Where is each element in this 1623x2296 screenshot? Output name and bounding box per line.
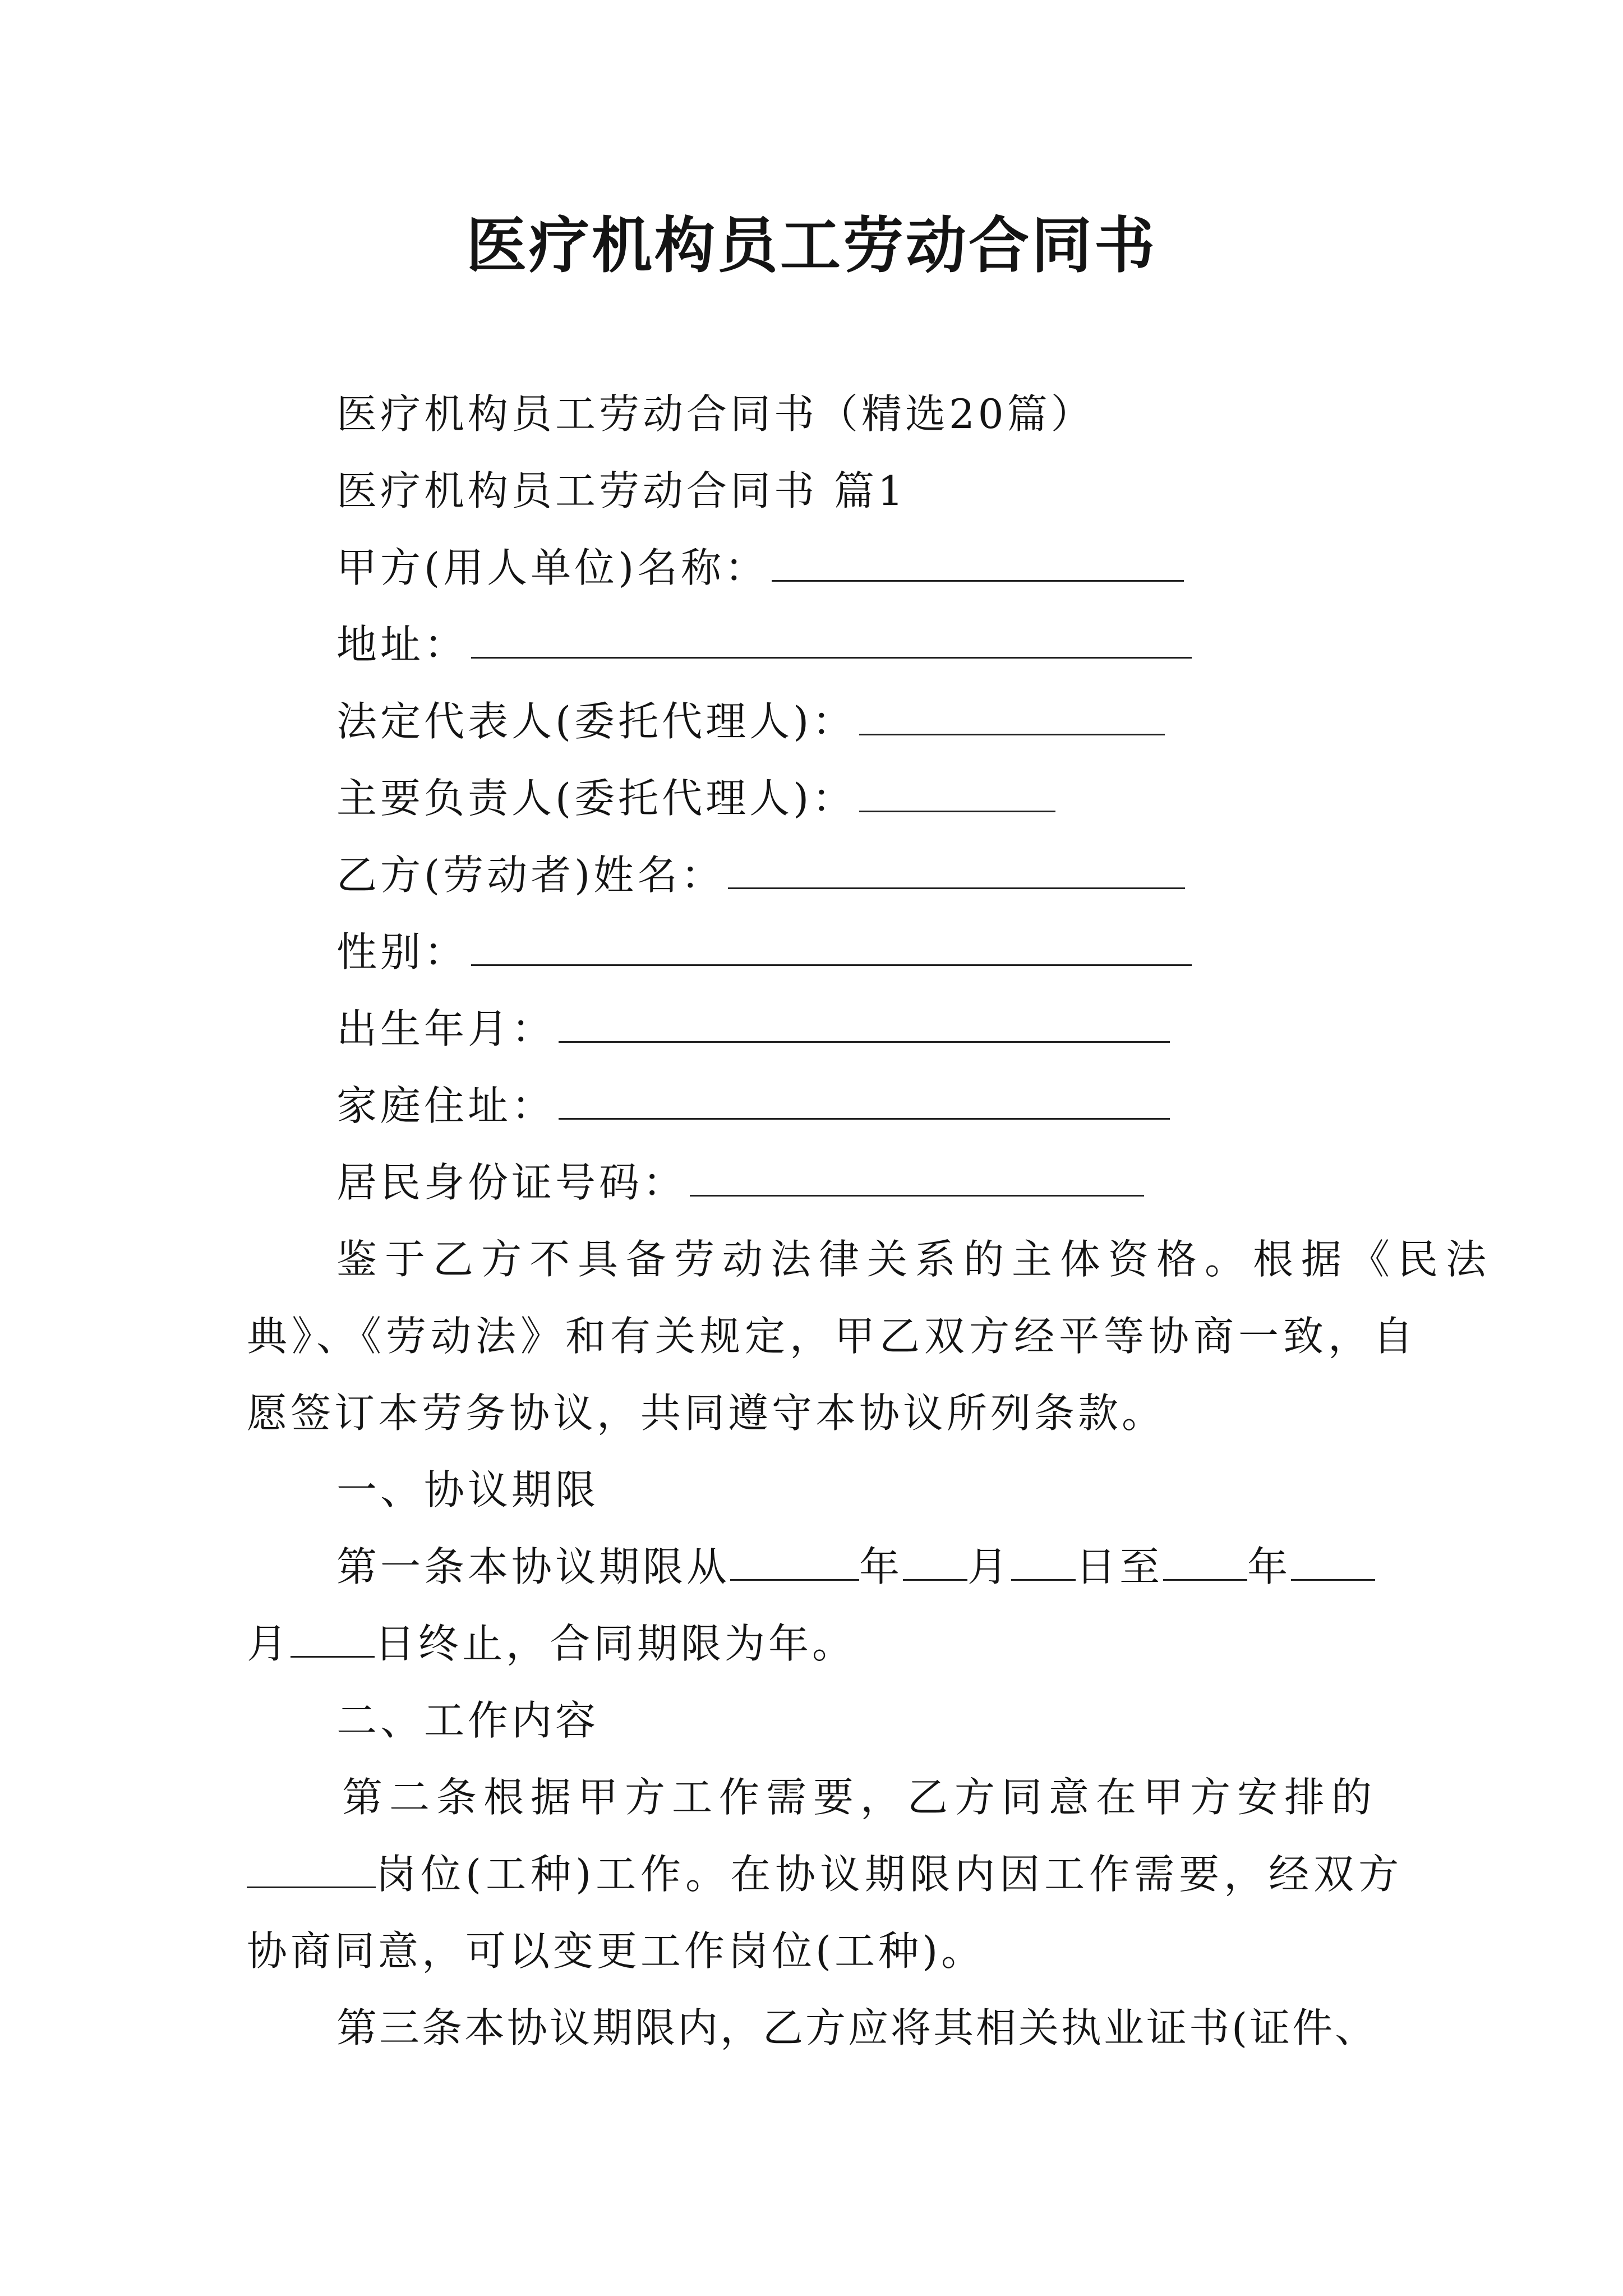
field-label: 主要负责人(委托代理人)： <box>336 775 856 822</box>
fill-blank <box>559 1081 1170 1120</box>
fill-blank <box>247 1852 376 1888</box>
fill-blank <box>1291 1544 1375 1581</box>
intro-line-1: 鉴于乙方不具备劳动法律关系的主体资格。根据《民法 <box>336 1236 1495 1283</box>
fill-blank <box>903 1544 967 1581</box>
article-text: 年 <box>1247 1543 1292 1590</box>
field-home-address <box>336 1078 1170 1134</box>
section-heading-1: 一、协议期限 <box>336 1466 600 1513</box>
article-text: 年 <box>859 1543 903 1590</box>
fill-blank <box>772 543 1184 582</box>
article-text: 月 <box>247 1620 291 1667</box>
fill-blank <box>471 620 1192 659</box>
chapter-heading: 医疗机构员工劳动合同书 篇1 <box>336 467 907 514</box>
article-text: 日至 <box>1076 1543 1164 1590</box>
article-1-line-1 <box>336 1539 1375 1595</box>
section-heading-2: 二、工作内容 <box>336 1697 600 1744</box>
field-label: 乙方(劳动者)姓名： <box>336 852 725 899</box>
fill-blank <box>859 774 1055 812</box>
fill-blank <box>728 850 1185 889</box>
field-label: 家庭住址： <box>336 1082 556 1129</box>
field-label: 甲方(用人单位)名称： <box>336 544 769 591</box>
fill-blank <box>690 1158 1144 1197</box>
field-birth <box>336 1001 1170 1057</box>
fill-blank <box>1163 1544 1247 1581</box>
field-legal-rep <box>336 693 1165 749</box>
intro-line-3: 愿签订本劳务协议，共同遵守本协议所列条款。 <box>247 1389 1166 1437</box>
document-title: 医疗机构员工劳动合同书 <box>465 210 1157 281</box>
fill-blank <box>291 1621 375 1658</box>
subtitle: 医疗机构员工劳动合同书（精选20篇） <box>336 390 1095 438</box>
fill-blank <box>559 1004 1170 1043</box>
field-party-b <box>336 847 1185 903</box>
fill-blank <box>1011 1544 1076 1581</box>
article-text: 第一条本协议期限从 <box>336 1543 731 1590</box>
field-party-a <box>336 540 1184 596</box>
article-text: 月 <box>967 1543 1012 1590</box>
field-label: 居民身份证号码： <box>336 1159 687 1206</box>
article-text: 岗位(工种)工作。在协议期限内因工作需要，经双方 <box>376 1851 1404 1898</box>
article-3-line-1: 第三条本协议期限内，乙方应将其相关执业证书(证件、 <box>336 2004 1378 2051</box>
article-1-line-2 <box>247 1616 856 1672</box>
article-2-line-3: 协商同意，可以变更工作岗位(工种)。 <box>247 1927 985 1975</box>
field-label: 出生年月： <box>336 1005 556 1052</box>
field-gender <box>336 924 1192 980</box>
field-label: 性别： <box>336 928 468 976</box>
field-id-number <box>336 1154 1144 1211</box>
field-address <box>336 616 1192 673</box>
article-2-line-2 <box>247 1846 1403 1902</box>
fill-blank <box>471 927 1192 966</box>
intro-line-2: 典》、《劳动法》和有关规定，甲乙双方经平等协商一致，自 <box>247 1313 1418 1360</box>
fill-blank <box>730 1544 859 1581</box>
fill-blank <box>859 697 1165 735</box>
article-2-line-1: 第二条根据甲方工作需要，乙方同意在甲方安排的 <box>342 1774 1379 1821</box>
field-label: 法定代表人(委托代理人)： <box>336 698 856 745</box>
article-text: 日终止，合同期限为年。 <box>375 1620 856 1667</box>
field-main-person <box>336 770 1055 826</box>
field-label: 地址： <box>336 621 468 668</box>
